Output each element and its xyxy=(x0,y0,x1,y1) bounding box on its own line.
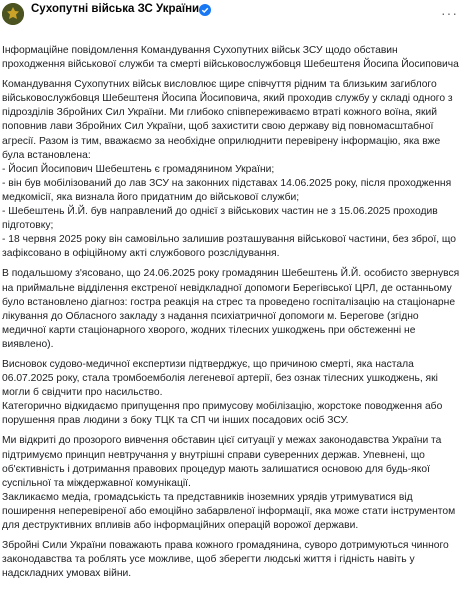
post-paragraph: Категорично відкидаємо припущення про примусову мобілізацію, жорстоке поводження або порушення прав людини з боку ТЦК та СП чи інших посадових осіб ЗСУ. xyxy=(2,401,443,427)
post-header xyxy=(0,0,464,36)
post-paragraph: Збройні Сили України поважають права кожного громадянина, суворо дотримуються чинного законодавства та роблять усе можливе, щоб зберегти людські життя і гідність навіть у надскладних умовах війни. xyxy=(2,540,449,580)
post-paragraph: Командування Сухопутних військ висловлює щире співчуття рідним та близьким загиблого військовослужбовця Шебештеня Йосипа Йосиповича, який проходив службу у складі одного з підрозділів Збройних Сил України. Ми глибоко співпереживаємо втраті кожного воїна, який поповнив лави Збройних Сил України, щоб захистити свою державу від повномасштабної агресії. Разом із тим, вважаємо за необхідне оприлюднити перевірену інформацію, яка вже була встановлена: xyxy=(2,79,453,161)
post-list-item: - він був мобілізований до лав ЗСУ на законних підставах 14.06.2025 року, після проходження медкомісії, яка визнала його придатним до військової служби; xyxy=(2,177,452,203)
page-name[interactable]: Сухопутні війська ЗС України xyxy=(31,3,200,15)
more-options-icon[interactable]: ··· xyxy=(441,5,458,21)
post-list-item: - Шебештень Й.Й. був направлений до однієї з військових частин не з 15.06.2025 проходив підготовку; xyxy=(2,206,438,232)
verified-badge-icon xyxy=(199,4,211,16)
post-paragraph: Ми відкриті до прозорого вивчення обставин цієї ситуації у межах законодавства України та підтримуємо принцип невтручання у внутрішні справи суверенних держав. Упевнені, що об'єктивність і дотримання правових процедур мають залишатися основою для будь-якої суспільної та міждержавної комунікації. xyxy=(2,435,442,489)
post-list-item: - Йосип Йосипович Шебештень є громадянином України; xyxy=(2,163,275,175)
post-list-item: - 18 червня 2025 року він самовільно залишив розташування військової частини, без зброї, що зафіксовано в офіційному акті службового розслідування. xyxy=(2,234,457,260)
post-headline: Інформаційне повідомлення Командування Сухопутних військ ЗСУ щодо обставин проходження військової служби та смерті військовослужбовця Шебештеня Йосипа Йосиповича xyxy=(2,45,459,71)
post-body xyxy=(2,44,460,581)
avatar[interactable] xyxy=(2,3,24,25)
post-paragraph: Висновок судово-медичної експертизи підтверджує, що причиною смерті, яка настала 06.07.2025 року, стала тромбоемболія легеневої артерії, без ознак тілесних ушкоджень, які могли б свідчити про насильство. xyxy=(2,358,438,399)
post-paragraph: Закликаємо медіа, громадськість та представників іноземних урядів утримуватися від поширення неперевіреної або емоційно забарвленої інформації, яка може стати інструментом для деструктивних впливів або інформаційних операцій ворожої держави. xyxy=(2,491,456,531)
post-paragraph: В подальшому з'ясовано, що 24.06.2025 року громадянин Шебештень Й.Й. особисто звернувся на приймальне відділення екстреної невідкладної допомоги Берегівської ЦРЛ, де останньому було встановлено діагноз: гостра реакція на стрес та проведено госпіталізацію на стаціонарне лікування до Обласного закладу з надання психіатричної допомоги м. Берегове (згідно медичної карти стаціонарного хворого, жодних тілесних ушкоджень при обстеженні не виявлено). xyxy=(2,268,460,350)
